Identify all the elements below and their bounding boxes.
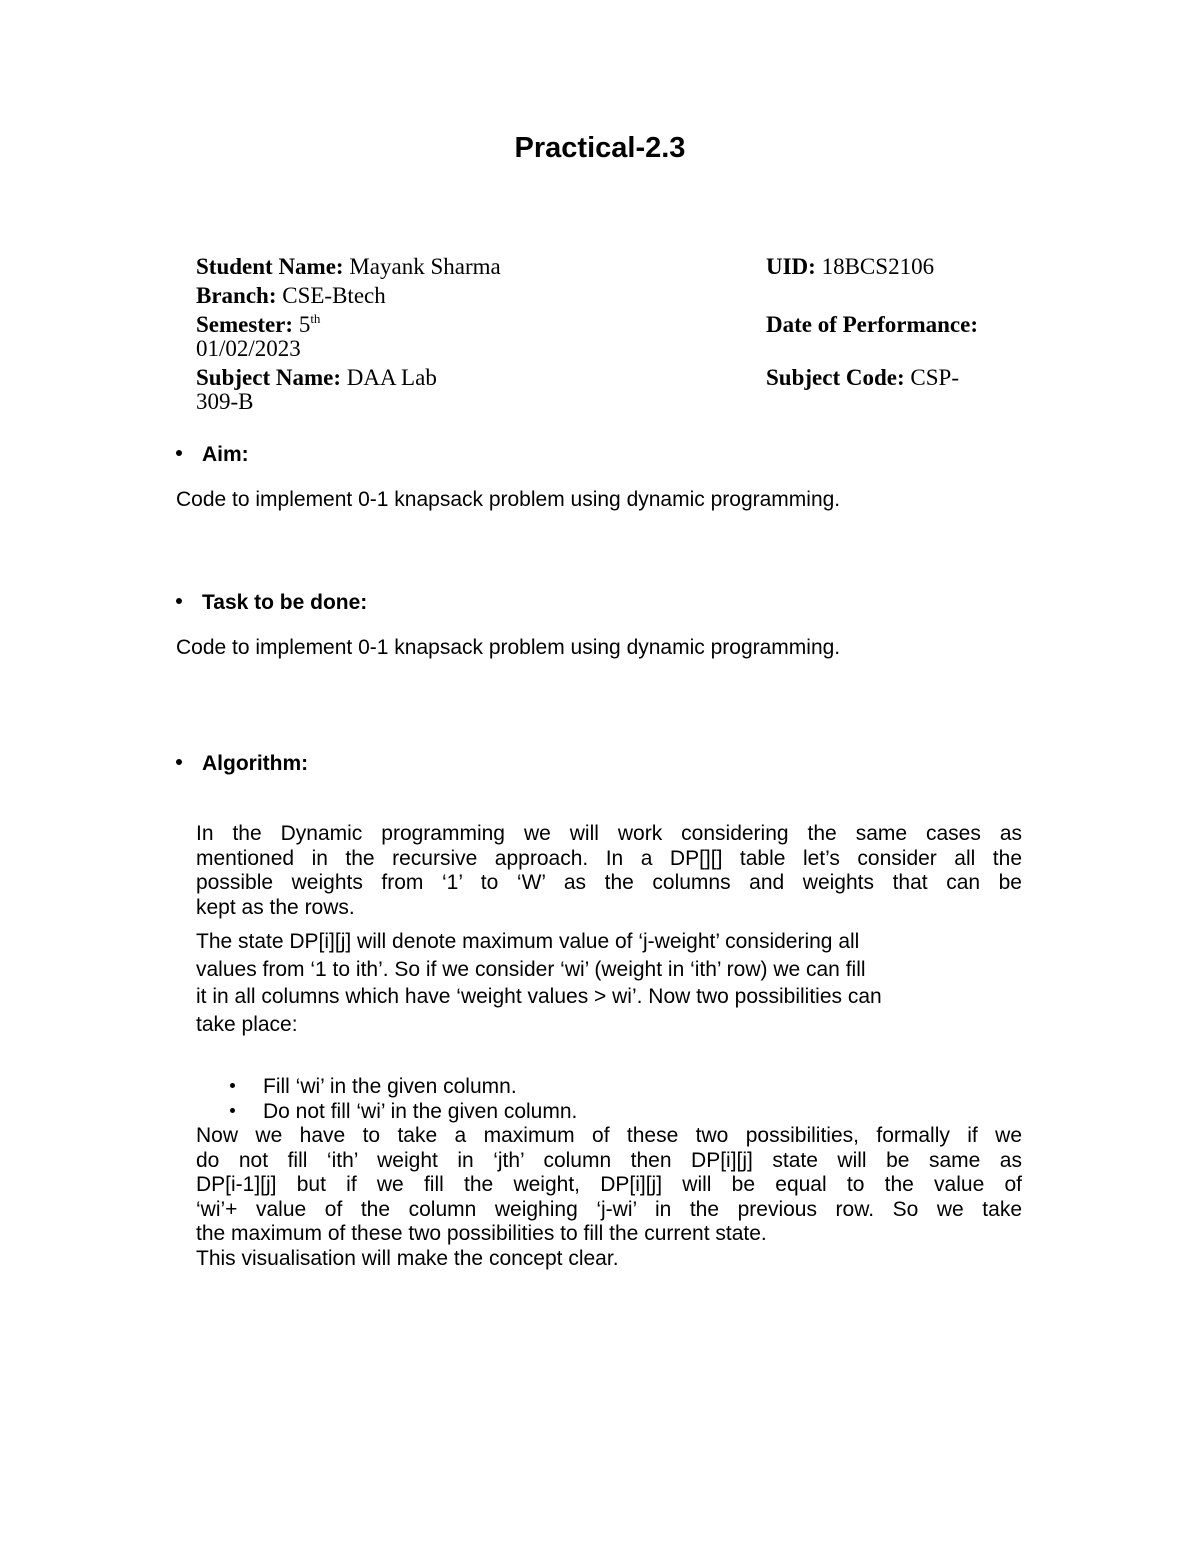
task-text: Code to implement 0-1 knapsack problem using dynamic programming. xyxy=(176,636,841,659)
paragraph-line: The state DP[i][j] will denote maximum value of ‘j-weight’ considering all xyxy=(196,930,860,953)
branch-label: Branch: xyxy=(196,283,277,308)
student-name-label: Student Name: xyxy=(196,254,344,279)
subject-code-label: Subject Code: xyxy=(766,365,905,390)
bullet-icon xyxy=(176,759,182,765)
uid-label: UID: xyxy=(766,254,816,279)
date-of-performance xyxy=(766,312,978,338)
semester-value: 5 xyxy=(293,312,311,337)
uid xyxy=(766,254,934,280)
subject-code xyxy=(766,365,959,391)
option-text: Do not fill ‘wi’ in the given column. xyxy=(263,1100,578,1123)
student-name-value: Mayank Sharma xyxy=(343,254,501,279)
branch-value: CSE-Btech xyxy=(276,283,386,308)
aim-heading xyxy=(176,443,249,467)
page-title: Practical-2.3 xyxy=(514,132,686,164)
paragraph-line: take place: xyxy=(196,1012,298,1036)
bullet-icon xyxy=(176,450,182,456)
bullet-icon xyxy=(230,1083,235,1088)
algorithm-paragraph-2 xyxy=(196,928,1006,1038)
paragraph-line: possible weights from ‘1’ to ‘W’ as the columns and weights that can be xyxy=(196,871,1022,894)
paragraph-line: In the Dynamic programming we will work considering the same cases as xyxy=(196,822,1022,845)
semester-label: Semester: xyxy=(196,312,294,337)
semester-suffix: th xyxy=(310,311,321,326)
bullet-icon xyxy=(176,598,182,604)
paragraph-line: it in all columns which have ‘weight values > wi’. Now two possibilities can xyxy=(196,985,882,1008)
option-text: Fill ‘wi’ in the given column. xyxy=(263,1075,517,1098)
subject-code-continued: 309-B xyxy=(196,389,254,414)
paragraph-line: kept as the rows. xyxy=(196,895,355,919)
option-not-fill xyxy=(230,1100,577,1124)
algorithm-paragraph-1 xyxy=(196,822,1022,920)
subject-code-value: CSP- xyxy=(904,365,959,390)
aim-heading-text: Aim: xyxy=(202,443,249,466)
aim-text: Code to implement 0-1 knapsack problem using dynamic programming. xyxy=(176,488,841,511)
student-name xyxy=(196,254,501,280)
date-value: 01/02/2023 xyxy=(196,336,301,361)
algorithm-paragraph-3 xyxy=(196,1124,1022,1271)
subject-name-label: Subject Name: xyxy=(196,365,341,390)
paragraph-line: the maximum of these two possibilities to fill the current state. xyxy=(196,1222,767,1245)
option-fill xyxy=(230,1075,517,1099)
paragraph-line: values from ‘1 to ith’. So if we consider ‘wi’ (weight in ‘ith’ row) we can fill xyxy=(196,957,866,981)
closing-line: This visualisation will make the concept clear. xyxy=(196,1246,619,1270)
algorithm-heading-text: Algorithm: xyxy=(202,752,309,775)
bullet-icon xyxy=(230,1108,235,1113)
paragraph-line: DP[i-1][j] but if we fill the weight, DP[i][j] will be equal to the value of xyxy=(196,1173,1022,1196)
paragraph-line: ‘wi’+ value of the column weighing ‘j-wi’ in the previous row. So we take xyxy=(196,1197,1022,1221)
paragraph-line: do not fill ‘ith’ weight in ‘jth’ column then DP[i][j] state will be same as xyxy=(196,1148,1022,1172)
uid-value: 18BCS2106 xyxy=(815,254,935,279)
branch xyxy=(196,283,386,309)
date-label: Date of Performance: xyxy=(766,312,978,337)
algorithm-heading xyxy=(176,752,308,776)
subject-name xyxy=(196,365,437,391)
task-heading-text: Task to be done: xyxy=(202,591,368,614)
semester xyxy=(196,312,320,338)
paragraph-line: Now we have to take a maximum of these two possibilities, formally if we xyxy=(196,1124,1022,1147)
task-heading xyxy=(176,591,367,615)
subject-name-value: DAA Lab xyxy=(341,365,437,390)
paragraph-line: mentioned in the recursive approach. In a DP[][] table let’s consider all the xyxy=(196,846,1022,870)
